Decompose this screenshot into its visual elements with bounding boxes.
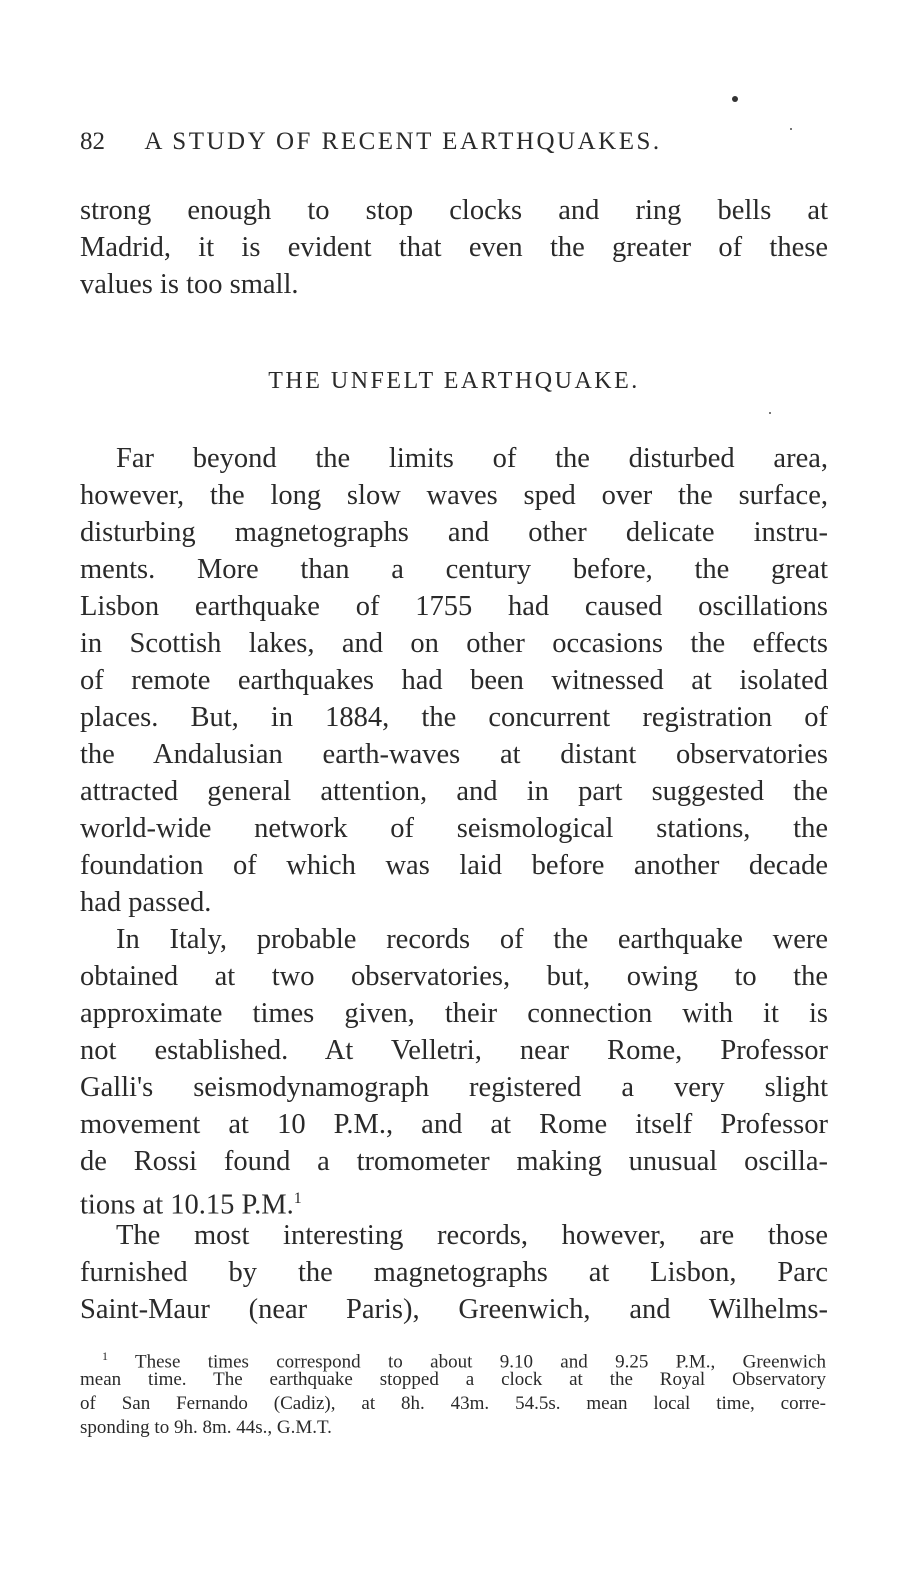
text-span: tions at 10.15 P.M.: [80, 1189, 294, 1221]
section-heading: THE UNFELT EARTHQUAKE.: [268, 368, 640, 394]
text-line: The most interesting records, however, are those: [116, 1220, 828, 1251]
text-line: In Italy, probable records of the earthquake were: [116, 924, 828, 955]
page-number: 82: [80, 128, 105, 155]
text-line: approximate times given, their connection with it is: [80, 998, 828, 1029]
footnote-text: These times correspond to about 9.10 and 9.25 P.M., Greenwich: [135, 1351, 826, 1373]
running-head: [80, 128, 828, 156]
text-line: movement at 10 P.M., and at Rome itself Professor: [80, 1109, 828, 1140]
text-line: however, the long slow waves sped over the surface,: [80, 480, 828, 511]
text-line: ments. More than a century before, the great: [80, 554, 828, 585]
text-line: in Scottish lakes, and on other occasions the effects: [80, 628, 828, 659]
text-line: strong enough to stop clocks and ring bells at: [80, 195, 828, 226]
footnote-line: of San Fernando (Cadiz), at 8h. 43m. 54.5s. mean local time, corre-: [80, 1393, 826, 1414]
text-line: Madrid, it is evident that even the greater of these: [80, 232, 828, 263]
text-line: furnished by the magnetographs at Lisbon, Parc: [80, 1257, 828, 1288]
text-line: world-wide network of seismological stations, the: [80, 813, 828, 844]
text-line: disturbing magnetographs and other delicate instru-: [80, 517, 828, 548]
book-page: [80, 0, 828, 1574]
text-line: de Rossi found a tromometer making unusual oscilla-: [80, 1146, 828, 1177]
text-line: foundation of which was laid before another decade: [80, 850, 828, 881]
footnote-marker: 1: [102, 1349, 108, 1363]
text-line: not established. At Velletri, near Rome, Professor: [80, 1035, 828, 1066]
text-line: of remote earthquakes had been witnessed at isolated: [80, 665, 828, 696]
footnote-line: sponding to 9h. 8m. 44s., G.M.T.: [80, 1417, 332, 1438]
text-line: had passed.: [80, 887, 212, 918]
text-line: Saint-Maur (near Paris), Greenwich, and Wilhelms-: [80, 1294, 828, 1325]
footnote-line: mean time. The earthquake stopped a clock at the Royal Observatory: [80, 1369, 826, 1390]
text-line: Far beyond the limits of the disturbed area,: [116, 443, 828, 474]
text-line: Galli's seismodynamograph registered a very slight: [80, 1072, 828, 1103]
text-line: places. But, in 1884, the concurrent registration of: [80, 702, 828, 733]
text-line: Lisbon earthquake of 1755 had caused oscillations: [80, 591, 828, 622]
text-line: obtained at two observatories, but, owing to the: [80, 961, 828, 992]
text-line: the Andalusian earth-waves at distant observatories: [80, 739, 828, 770]
running-head-title: A STUDY OF RECENT EARTHQUAKES.: [144, 128, 662, 155]
text-line: attracted general attention, and in part suggested the: [80, 776, 828, 807]
footnote-reference: 1: [293, 1190, 302, 1207]
text-line: values is too small.: [80, 269, 299, 300]
